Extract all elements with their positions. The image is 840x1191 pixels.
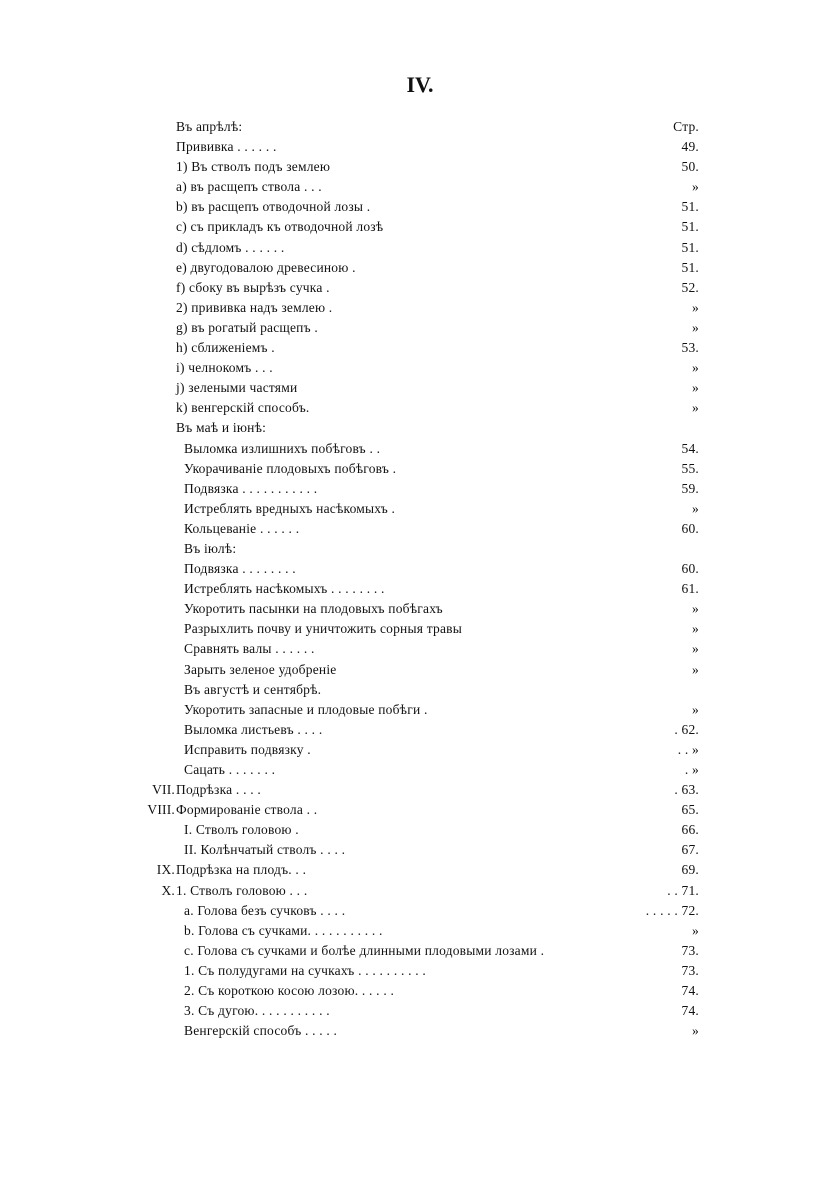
toc-page-number: 52.: [681, 279, 699, 295]
toc-row: [0, 1021, 840, 1041]
toc-page-number: 50.: [681, 159, 699, 175]
toc-entry-text: b. Голова съ сучками. . . . . . . . . . .: [184, 922, 383, 938]
toc-row: [0, 941, 840, 961]
toc-entry-text: Венгерскій способъ . . . . .: [184, 1023, 338, 1039]
toc-page-number: 69.: [681, 862, 699, 878]
toc-entry-text: Истреблять насѣкомыхъ . . . . . . . .: [184, 581, 385, 597]
toc-page-number: . . »: [677, 741, 699, 757]
toc-page-number: 74.: [681, 1003, 699, 1019]
toc-page-number: »: [692, 179, 699, 195]
toc-entry-text: 1. Съ полудугами на сучкахъ . . . . . . . . . .: [184, 962, 426, 978]
toc-section-number: VII.: [152, 782, 175, 798]
toc-entry-text: Подрѣзка на плодъ. . .: [176, 862, 307, 878]
toc-entry-text: Сравнять валы . . . . . .: [184, 641, 315, 657]
toc-row: [0, 318, 840, 338]
toc-page-number: »: [692, 400, 699, 416]
toc-entry-text: Подвязка . . . . . . . . . . .: [184, 480, 318, 496]
toc-row: [0, 599, 840, 619]
toc-page-number: 61.: [681, 581, 699, 597]
toc-row: [0, 258, 840, 278]
toc-row: [0, 559, 840, 579]
toc-page-number: 60.: [681, 561, 699, 577]
page-number: IV.: [406, 72, 434, 97]
toc-entry-text: 3. Съ дугою. . . . . . . . . . .: [184, 1003, 330, 1019]
toc-entry-text: Кольцеваніе . . . . . .: [184, 520, 300, 536]
toc-entry-text: g) въ рогатый расщепъ .: [176, 319, 318, 335]
toc-page-number: 74.: [681, 983, 699, 999]
toc-page-number: 59.: [681, 480, 699, 496]
toc-page-number: 55.: [681, 460, 699, 476]
toc-page-number: »: [692, 701, 699, 717]
toc-entry-text: h) сближеніемъ .: [176, 340, 275, 356]
toc-row: [0, 780, 840, 800]
toc-row: [0, 378, 840, 398]
toc-row: [0, 338, 840, 358]
toc-entry-text: a. Голова безъ сучковъ . . . .: [184, 902, 346, 918]
toc-row: [0, 720, 840, 740]
toc-row: [0, 117, 840, 137]
toc-page-number: 73.: [681, 962, 699, 978]
toc-row: [0, 157, 840, 177]
toc-entry-text: 2) прививка надъ землею .: [176, 299, 333, 315]
toc-entry-text: Прививка . . . . . .: [176, 139, 277, 155]
toc-row: [0, 398, 840, 418]
toc-row: [0, 840, 840, 860]
toc-entry-text: I. Стволъ головою .: [184, 822, 299, 838]
toc-row: [0, 760, 840, 780]
toc-entry-text: j) зелеными частями: [176, 380, 298, 396]
toc-page-number: »: [692, 360, 699, 376]
toc-page-number: 53.: [681, 340, 699, 356]
toc-entry-text: 1. Стволъ головою . . .: [176, 882, 308, 898]
toc-row: [0, 479, 840, 499]
toc-page-number: »: [692, 299, 699, 315]
toc-row: [0, 519, 840, 539]
toc-section-number: X.: [161, 882, 175, 898]
toc-row: [0, 278, 840, 298]
toc-row: [0, 881, 840, 901]
toc-page-number: 51.: [681, 219, 699, 235]
toc-page-number: 66.: [681, 822, 699, 838]
toc-row: [0, 1001, 840, 1021]
toc-entry-text: II. Колѣнчатый стволъ . . . .: [184, 842, 346, 858]
toc-entry-text: c. Голова съ сучками и болѣе длинными плодовыми лозами .: [184, 942, 545, 958]
toc-page-number: 67.: [681, 842, 699, 858]
toc-page-number: 65.: [681, 802, 699, 818]
toc-entry-text: e) двугодовалою древесиною .: [176, 259, 356, 275]
toc-section-number: VIII.: [147, 802, 175, 818]
toc-entry-text: Выломка излишнихъ побѣговъ . .: [184, 440, 381, 456]
table-of-contents: [0, 117, 840, 1041]
toc-page-number: . 62.: [674, 721, 699, 737]
toc-entry-text: Подрѣзка . . . .: [176, 782, 261, 798]
toc-entry-text: Въ іюлѣ:: [184, 540, 237, 556]
toc-page-number: Стр.: [673, 119, 699, 134]
toc-entry-text: Укоротить запасные и плодовые побѣги .: [184, 701, 428, 717]
toc-entry-text: f) сбоку въ вырѣзъ сучка .: [176, 279, 330, 295]
toc-page-number: . . 71.: [667, 882, 699, 898]
toc-entry-text: Сацать . . . . . . .: [184, 762, 276, 777]
toc-entry-text: Укорачиваніе плодовыхъ побѣговъ .: [184, 460, 397, 476]
toc-page-number: »: [692, 500, 699, 516]
toc-row: [0, 358, 840, 378]
toc-entry-text: Истреблять вредныхъ насѣкомыхъ .: [184, 500, 396, 516]
toc-row: [0, 740, 840, 760]
toc-row: [0, 820, 840, 840]
toc-page-number: 49.: [681, 139, 699, 155]
toc-row: [0, 981, 840, 1001]
toc-page-number: 60.: [681, 520, 699, 536]
toc-entry-text: 1) Въ стволъ подъ землею: [176, 159, 331, 175]
toc-page-number: »: [692, 380, 699, 396]
toc-entry-text: Подвязка . . . . . . . .: [184, 561, 296, 577]
toc-page-number: »: [692, 621, 699, 637]
toc-row: [0, 901, 840, 921]
toc-page-number: 51.: [681, 239, 699, 255]
toc-row: [0, 539, 840, 559]
toc-row: [0, 619, 840, 639]
toc-entry-text: Исправить подвязку .: [184, 741, 311, 757]
toc-page-number: »: [692, 601, 699, 617]
toc-page-number: »: [692, 661, 699, 677]
toc-page-number: »: [692, 319, 699, 335]
toc-entry-text: Формированіе ствола . .: [176, 802, 318, 818]
toc-row: [0, 418, 840, 438]
toc-entry-text: d) сѣдломъ . . . . . .: [176, 239, 285, 255]
toc-entry-text: 2. Съ короткою косою лозою. . . . . .: [184, 983, 395, 999]
toc-row: [0, 137, 840, 157]
toc-page-number: »: [692, 641, 699, 657]
toc-page-number: 51.: [681, 199, 699, 215]
toc-entry-text: a) въ расщепъ ствола . . .: [176, 179, 322, 195]
toc-row: [0, 860, 840, 880]
toc-row: [0, 238, 840, 258]
toc-row: [0, 660, 840, 680]
toc-row: [0, 298, 840, 318]
toc-row: [0, 961, 840, 981]
toc-section-number: IX.: [156, 862, 175, 878]
toc-entry-text: Выломка листьевъ . . . .: [184, 721, 323, 737]
toc-row: [0, 499, 840, 519]
toc-page-number: 73.: [681, 942, 699, 958]
toc-row: [0, 579, 840, 599]
toc-entry-text: Зарыть зеленое удобреніе: [184, 661, 337, 677]
toc-row: [0, 700, 840, 720]
toc-entry-text: Въ августѣ и сентябрѣ.: [184, 681, 322, 697]
toc-row: [0, 459, 840, 479]
toc-row: [0, 217, 840, 237]
toc-page-number: 54.: [681, 440, 699, 456]
toc-entry-text: Разрыхлить почву и уничтожить сорныя травы: [184, 621, 462, 637]
toc-entry-text: Въ маѣ и іюнѣ:: [176, 420, 267, 436]
toc-entry-text: b) въ расщепъ отводочной лозы .: [176, 199, 371, 215]
toc-page-number: . 63.: [674, 782, 699, 798]
toc-page-number: »: [692, 1023, 699, 1039]
toc-row: [0, 639, 840, 659]
toc-row: [0, 197, 840, 217]
toc-entry-text: c) съ прикладъ къ отводочной лозѣ: [176, 219, 384, 235]
toc-page-number: »: [692, 922, 699, 938]
toc-page-number: 51.: [681, 259, 699, 275]
toc-page-number: . »: [684, 762, 699, 777]
toc-row: [0, 177, 840, 197]
toc-entry-text: k) венгерскій способъ.: [176, 400, 310, 416]
toc-entry-text: Въ апрѣлѣ:: [176, 119, 243, 134]
toc-page-number: . . . . . 72.: [645, 902, 699, 918]
toc-row: [0, 800, 840, 820]
toc-row: [0, 439, 840, 459]
toc-row: [0, 921, 840, 941]
toc-row: [0, 680, 840, 700]
toc-entry-text: Укоротить пасынки на плодовыхъ побѣгахъ: [184, 601, 443, 617]
toc-entry-text: i) челнокомъ . . .: [176, 360, 273, 376]
